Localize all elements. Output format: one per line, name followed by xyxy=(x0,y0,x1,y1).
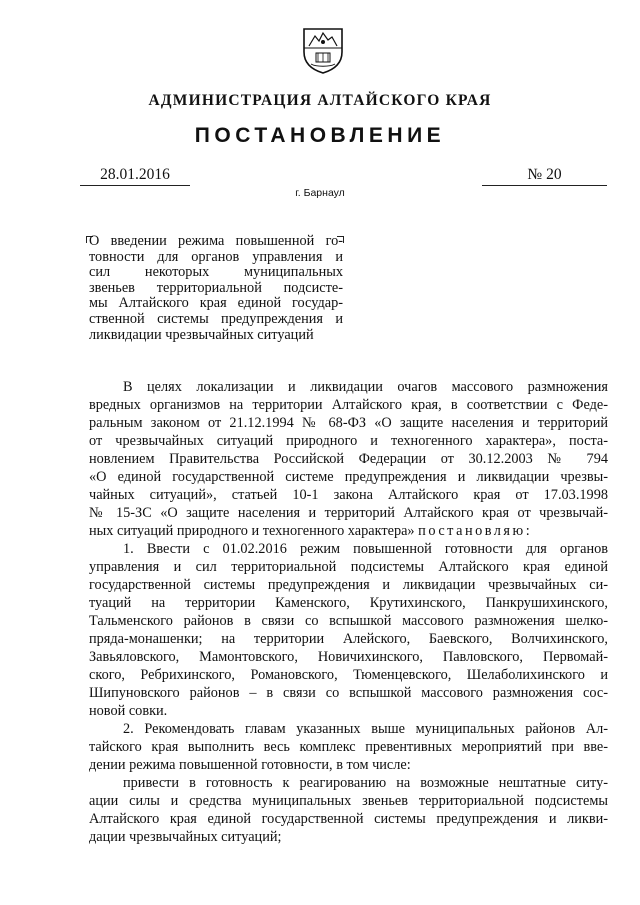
item2-sub-line: дации чрезвычайных ситуаций; xyxy=(89,829,282,845)
subject-line: ликвидации чрезвычайных ситуаций xyxy=(89,326,314,343)
preamble-line: В целях локализации и ликвидации очагов массового размножения xyxy=(123,379,608,395)
item2-line: 2. Рекомендовать главам указанных выше муниципальных районов Ал- xyxy=(123,721,608,737)
subject-line: товности для органов управления и xyxy=(89,248,343,265)
item2-sub-line: привести в готовность к реагированию на возможные нештатные ситу- xyxy=(123,775,608,791)
item1-line: Завьяловского, Мамонтовского, Новичихинского, Павловского, Первомай- xyxy=(89,649,608,665)
item1-line: государственной системы предупреждения и ликвидации чрезвычайных си- xyxy=(89,577,608,593)
preamble-line: новлением Правительства Российской Федерации от 30.12.2003 № 794 xyxy=(89,451,608,467)
item2-line: дении режима повышенной готовности, в том числе: xyxy=(89,757,411,773)
subject-line: звеньев территориальной подсисте- xyxy=(89,279,343,296)
item1-line: Шипуновского районов – в связи со вспышкой массового размножения сос- xyxy=(89,685,608,701)
preamble-line: от чрезвычайных ситуаций природного и техногенного характера», поста- xyxy=(89,433,608,449)
organization-name: АДМИНИСТРАЦИЯ АЛТАЙСКОГО КРАЯ xyxy=(148,92,492,109)
preamble-line: вредных организмов на территории Алтайского края, в соответствии с Феде- xyxy=(89,397,608,413)
document-number: № 20 xyxy=(482,166,607,186)
subject-block xyxy=(89,234,343,343)
coat-of-arms-icon xyxy=(301,26,345,74)
item1-line: пряда-монашенки; на территории Алейского, Баевского, Волчихинского, xyxy=(89,631,608,647)
item1-line: управления и сил территориальной подсистемы Алтайского края единой xyxy=(89,559,608,575)
preamble-line: № 15-ЗС «О защите населения и территорий Алтайского края от чрезвычай- xyxy=(89,505,608,521)
resolve-word: постановляю: xyxy=(418,523,533,539)
item1-line: ского, Ребрихинского, Романовского, Тюменцевского, Шелаболихинского и xyxy=(89,667,608,683)
subject-line: мы Алтайского края единой государ- xyxy=(89,295,343,312)
item1-line: туаций на территории Каменского, Крутихинского, Панкрушихинского, xyxy=(89,595,608,611)
preamble-line: «О единой государственной системе предупреждения и ликвидации чрезвы- xyxy=(89,469,608,485)
item2-sub-line: Алтайского края единой государственной системы предупреждения и ликви- xyxy=(89,811,608,827)
subject-line: сил некоторых муниципальных xyxy=(89,264,343,281)
document-date: 28.01.2016 xyxy=(80,166,190,186)
item1-line: Тальменского районов в связи со вспышкой массового размножения шелко- xyxy=(89,613,608,629)
preamble-last-line xyxy=(89,522,608,540)
preamble-line: ных ситуаций природного и техногенного характера» xyxy=(89,523,415,539)
preamble-line: чайных ситуаций», статьей 10-1 закона Алтайского края от 17.03.1998 xyxy=(89,487,608,503)
document-type-title: ПОСТАНОВЛЕНИЕ xyxy=(194,124,446,147)
subject-line: О введении режима повышенной го- xyxy=(89,233,343,249)
document-body xyxy=(89,378,608,846)
preamble-line: ральным законом от 21.12.1994 № 68-ФЗ «О защите населения и территорий xyxy=(89,415,608,431)
item1-line: новой совки. xyxy=(89,703,168,719)
item1-line: 1. Ввести с 01.02.2016 режим повышенной готовности для органов xyxy=(123,541,608,557)
subject-line: ственной системы предупреждения и xyxy=(89,310,343,327)
issue-city: г. Барнаул xyxy=(295,187,345,199)
item2-line: тайского края выполнить весь комплекс превентивных мероприятий при вве- xyxy=(89,739,608,755)
item2-sub-line: ации силы и средства муниципальных звеньев территориальной подсистемы xyxy=(89,793,608,809)
